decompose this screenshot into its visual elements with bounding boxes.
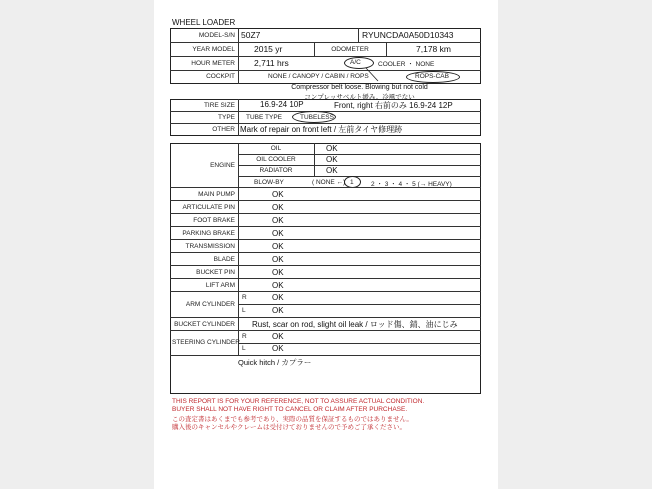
cockpit-options: NONE / CANOPY / CABIN / ROPS xyxy=(268,73,369,80)
model-value: 50Z7 xyxy=(241,30,261,40)
steering-cylinder-l-value: OK xyxy=(272,344,284,353)
blowby-none: ( NONE ←) xyxy=(312,179,346,186)
arm-cylinder-r-label: R xyxy=(242,294,247,301)
check-value: OK xyxy=(272,268,284,277)
check-label: TRANSMISSION xyxy=(185,243,235,250)
year-label: YEAR MODEL xyxy=(192,46,235,53)
check-value: OK xyxy=(272,242,284,251)
odometer-label: ODOMETER xyxy=(331,46,369,53)
engine-item-label: RADIATOR xyxy=(259,167,293,174)
hour-meter-value: 2,711 hrs xyxy=(254,58,289,68)
tire-other-value: Mark of repair on front left / 左前タイヤ修理跡 xyxy=(240,125,403,134)
check-label: ARTICULATE PIN xyxy=(182,204,235,211)
ac-option: A/C xyxy=(350,59,361,66)
arm-cylinder-label: ARM CYLINDER xyxy=(185,301,235,308)
engine-label: ENGINE xyxy=(210,162,235,169)
check-value: OK xyxy=(272,203,284,212)
cockpit-note-en: Compressor belt loose. Blowing but not cold xyxy=(291,84,428,91)
steering-cylinder-l-label: L xyxy=(242,345,246,352)
notes-text: Quick hitch / カプラー xyxy=(238,358,312,367)
cockpit-note-jp: コンプレッサベルト緩み。冷風でない xyxy=(304,94,415,101)
cooler-options: COOLER ・ NONE xyxy=(378,61,435,68)
tire-type-selected: TUBELESS xyxy=(300,114,334,121)
check-label: BUCKET PIN xyxy=(196,269,235,276)
tire-size-note: Front, right 右前のみ 16.9-24 12P xyxy=(334,101,453,110)
tire-size-label: TIRE SIZE xyxy=(203,102,235,109)
blowby-label: BLOW-BY xyxy=(254,179,284,186)
tire-type-label: TYPE xyxy=(218,114,235,121)
disclaimer-line: この査定書はあくまでも参考であり、実際の品質を保証するものではありません。 xyxy=(172,416,413,423)
check-value: OK xyxy=(272,281,284,290)
serial-value: RYUNCDA0A50D10343 xyxy=(362,30,454,40)
tire-other-label: OTHER xyxy=(212,126,235,133)
cockpit-selected: ROPS-CAB xyxy=(415,73,449,80)
check-label: MAIN PUMP xyxy=(198,191,235,198)
check-value: OK xyxy=(272,229,284,238)
engine-item-label: OIL COOLER xyxy=(256,156,296,163)
blowby-scale: 2 ・ 3 ・ 4 ・ 5 (→ HEAVY) xyxy=(371,181,452,188)
tire-type-option: TUBE TYPE xyxy=(246,114,283,121)
check-label: LIFT ARM xyxy=(205,282,235,289)
disclaimer-line: THIS REPORT IS FOR YOUR REFERENCE, NOT TO ASSURE ACTUAL CONDITION. xyxy=(172,398,425,405)
blowby-selected: 1 xyxy=(350,179,354,186)
check-value: OK xyxy=(272,190,284,199)
disclaimer-line: 購入後のキャンセルやクレームは受付けておりませんので予めご了承ください。 xyxy=(172,424,406,431)
check-value: OK xyxy=(272,255,284,264)
model-label: MODEL-S/N xyxy=(198,32,235,39)
odometer-value: 7,178 km xyxy=(416,44,451,54)
year-value: 2015 yr xyxy=(254,44,283,54)
sheet-title: WHEEL LOADER xyxy=(172,18,236,27)
steering-cylinder-label: STEERING CYLINDER xyxy=(172,339,240,346)
engine-item-value: OK xyxy=(326,166,338,175)
hour-meter-label: HOUR METER xyxy=(191,60,235,67)
tire-size-value: 16.9-24 10P xyxy=(260,100,304,109)
check-value: OK xyxy=(272,216,284,225)
disclaimer-line: BUYER SHALL NOT HAVE RIGHT TO CANCEL OR CLAIM AFTER PURCHASE. xyxy=(172,406,408,413)
check-label: PARKING BRAKE xyxy=(182,230,235,237)
engine-item-label: OIL xyxy=(270,145,282,152)
check-label: BLADE xyxy=(213,256,235,263)
engine-item-value: OK xyxy=(326,144,338,153)
inspection-sheet xyxy=(154,0,498,489)
steering-cylinder-r-value: OK xyxy=(272,332,284,341)
arm-cylinder-l-label: L xyxy=(242,307,246,314)
engine-item-value: OK xyxy=(326,155,338,164)
bucket-cylinder-value: Rust, scar on rod, slight oil leak / ロッド傷、錆、油にじみ xyxy=(252,320,458,329)
check-label: FOOT BRAKE xyxy=(193,217,235,224)
arm-cylinder-l-value: OK xyxy=(272,306,284,315)
arm-cylinder-r-value: OK xyxy=(272,293,284,302)
bucket-cylinder-label: BUCKET CYLINDER xyxy=(174,321,235,328)
cockpit-label: COCKPIT xyxy=(206,73,235,80)
steering-cylinder-r-label: R xyxy=(242,333,247,340)
arrow-icon xyxy=(364,66,384,84)
